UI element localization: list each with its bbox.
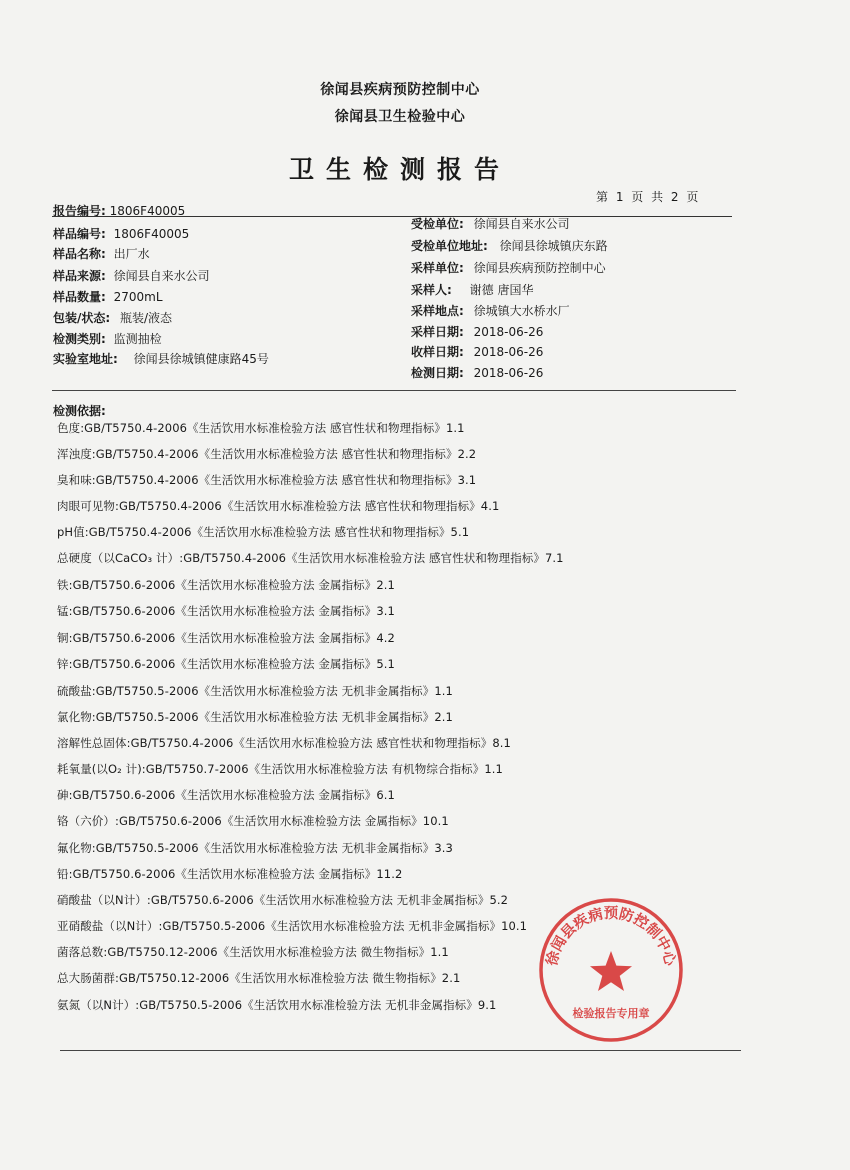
field-value: 徐闻县徐城镇健康路45号 xyxy=(133,352,269,366)
field-value: 徐闻县徐城镇庆东路 xyxy=(499,239,608,253)
basis-item: 氯化物:GB/T5750.5-2006《生活饮用水标准检验方法 无机非金属指标》2.1 xyxy=(57,710,453,724)
basis-item: 铅:GB/T5750.6-2006《生活饮用水标准检验方法 金属指标》11.2 xyxy=(57,867,403,881)
basis-heading: 检测依据: xyxy=(53,404,106,418)
field-label: 受检单位: xyxy=(411,217,464,231)
field-label: 采样人: xyxy=(411,283,452,297)
field-sample-name xyxy=(53,245,150,262)
field-value: 2700mL xyxy=(113,290,163,304)
field-label: 采样单位: xyxy=(411,261,464,275)
basis-item: 氨氮（以N计）:GB/T5750.5-2006《生活饮用水标准检验方法 无机非金属指标》9.1 xyxy=(57,998,497,1012)
basis-item: 铜:GB/T5750.6-2006《生活饮用水标准检验方法 金属指标》4.2 xyxy=(57,631,395,645)
field-label: 受检单位地址: xyxy=(411,239,488,253)
basis-item: 亚硝酸盐（以N计）:GB/T5750.5-2006《生活饮用水标准检验方法 无机非金属指标》10.1 xyxy=(57,919,528,933)
basis-item: 臭和味:GB/T5750.4-2006《生活饮用水标准检验方法 感官性状和物理指标》3.1 xyxy=(57,473,477,487)
basis-item: 肉眼可见物:GB/T5750.4-2006《生活饮用水标准检验方法 感官性状和物理指标》4.1 xyxy=(57,499,500,513)
basis-item: 耗氧量(以O₂ 计):GB/T5750.7-2006《生活饮用水标准检验方法 有机物综合指标》1.1 xyxy=(57,762,503,776)
field-value: 2018-06-26 xyxy=(473,366,544,380)
field-value: 2018-06-26 xyxy=(473,325,544,339)
field-value: 徐闻县疾病预防控制中心 xyxy=(473,261,606,275)
field-test-date xyxy=(411,364,543,381)
field-value: 监测抽检 xyxy=(113,332,162,346)
field-inspected-unit-address xyxy=(411,237,608,254)
field-label: 实验室地址: xyxy=(53,352,118,366)
field-sampling-location xyxy=(411,302,570,319)
field-test-category xyxy=(53,330,162,347)
field-label: 样品来源: xyxy=(53,269,106,283)
basis-item: 铁:GB/T5750.6-2006《生活饮用水标准检验方法 金属指标》2.1 xyxy=(57,578,395,592)
section-divider xyxy=(52,390,736,391)
basis-item: 锌:GB/T5750.6-2006《生活饮用水标准检验方法 金属指标》5.1 xyxy=(57,657,395,671)
org-name-cdc: 徐闻县疾病预防控制中心 xyxy=(320,82,480,98)
basis-item: 硝酸盐（以N计）:GB/T5750.6-2006《生活饮用水标准检验方法 无机非金属指标》5.2 xyxy=(57,893,509,907)
field-value: 徐城镇大水桥水厂 xyxy=(473,304,570,318)
field-sample-quantity xyxy=(53,288,163,305)
field-label: 包装/状态: xyxy=(53,311,111,325)
field-sampler xyxy=(411,281,533,298)
field-receive-date xyxy=(411,343,543,360)
field-package-state xyxy=(53,309,172,326)
basis-item: pH值:GB/T5750.4-2006《生活饮用水标准检验方法 感官性状和物理指标》5.1 xyxy=(57,525,470,539)
report-title: 卫生检测报告 xyxy=(288,155,511,184)
field-inspected-unit xyxy=(411,215,570,232)
star-icon xyxy=(590,951,632,991)
field-sample-source xyxy=(53,267,210,284)
header-divider xyxy=(52,216,732,217)
field-label: 检测类别: xyxy=(53,332,106,346)
field-sample-id xyxy=(53,225,189,242)
field-lab-address xyxy=(53,350,269,367)
field-sampling-unit xyxy=(411,259,606,276)
basis-item: 氟化物:GB/T5750.5-2006《生活饮用水标准检验方法 无机非金属指标》3.3 xyxy=(57,841,453,855)
official-seal xyxy=(536,895,686,1045)
page-info: 第 1 页 共 2 页 xyxy=(596,190,701,204)
basis-item: 菌落总数:GB/T5750.12-2006《生活饮用水标准检验方法 微生物指标》1.1 xyxy=(57,945,449,959)
field-label: 样品名称: xyxy=(53,247,106,261)
seal-ring-text: 徐闻县疾病预防控制中心 xyxy=(544,905,678,968)
basis-item: 锰:GB/T5750.6-2006《生活饮用水标准检验方法 金属指标》3.1 xyxy=(57,604,395,618)
field-label: 采样日期: xyxy=(411,325,464,339)
field-label: 样品编号: xyxy=(53,227,106,241)
report-number-label: 报告编号: xyxy=(53,204,106,218)
basis-item: 总硬度（以CaCO₃ 计）:GB/T5750.4-2006《生活饮用水标准检验方法 感官性状和物理指标》7.1 xyxy=(57,551,564,565)
basis-item: 总大肠菌群:GB/T5750.12-2006《生活饮用水标准检验方法 微生物指标》2.1 xyxy=(57,971,461,985)
field-label: 采样地点: xyxy=(411,304,464,318)
basis-item: 硫酸盐:GB/T5750.5-2006《生活饮用水标准检验方法 无机非金属指标》1.1 xyxy=(57,684,453,698)
basis-item: 铬（六价）:GB/T5750.6-2006《生活饮用水标准检验方法 金属指标》10.1 xyxy=(57,814,449,828)
field-value: 谢德 唐国华 xyxy=(469,283,534,297)
seal-bottom-text: 检验报告专用章 xyxy=(572,1007,650,1020)
field-value: 2018-06-26 xyxy=(473,345,544,359)
report-number-value: 1806F40005 xyxy=(109,204,186,218)
field-label: 样品数量: xyxy=(53,290,106,304)
basis-item: 浑浊度:GB/T5750.4-2006《生活饮用水标准检验方法 感官性状和物理指标》2.2 xyxy=(57,447,477,461)
field-sampling-date xyxy=(411,323,543,340)
footer-divider xyxy=(60,1050,741,1051)
basis-item: 溶解性总固体:GB/T5750.4-2006《生活饮用水标准检验方法 感官性状和物理指标》8.1 xyxy=(57,736,511,750)
basis-item: 砷:GB/T5750.6-2006《生活饮用水标准检验方法 金属指标》6.1 xyxy=(57,788,395,802)
basis-item: 色度:GB/T5750.4-2006《生活饮用水标准检验方法 感官性状和物理指标》1.1 xyxy=(57,421,465,435)
field-value: 1806F40005 xyxy=(113,227,190,241)
field-value: 徐闻县自来水公司 xyxy=(473,217,570,231)
org-name-inspection-center: 徐闻县卫生检验中心 xyxy=(334,109,466,125)
field-value: 瓶装/液态 xyxy=(120,311,173,325)
field-label: 检测日期: xyxy=(411,366,464,380)
field-value: 出厂水 xyxy=(113,247,150,261)
field-label: 收样日期: xyxy=(411,345,464,359)
field-value: 徐闻县自来水公司 xyxy=(113,269,210,283)
